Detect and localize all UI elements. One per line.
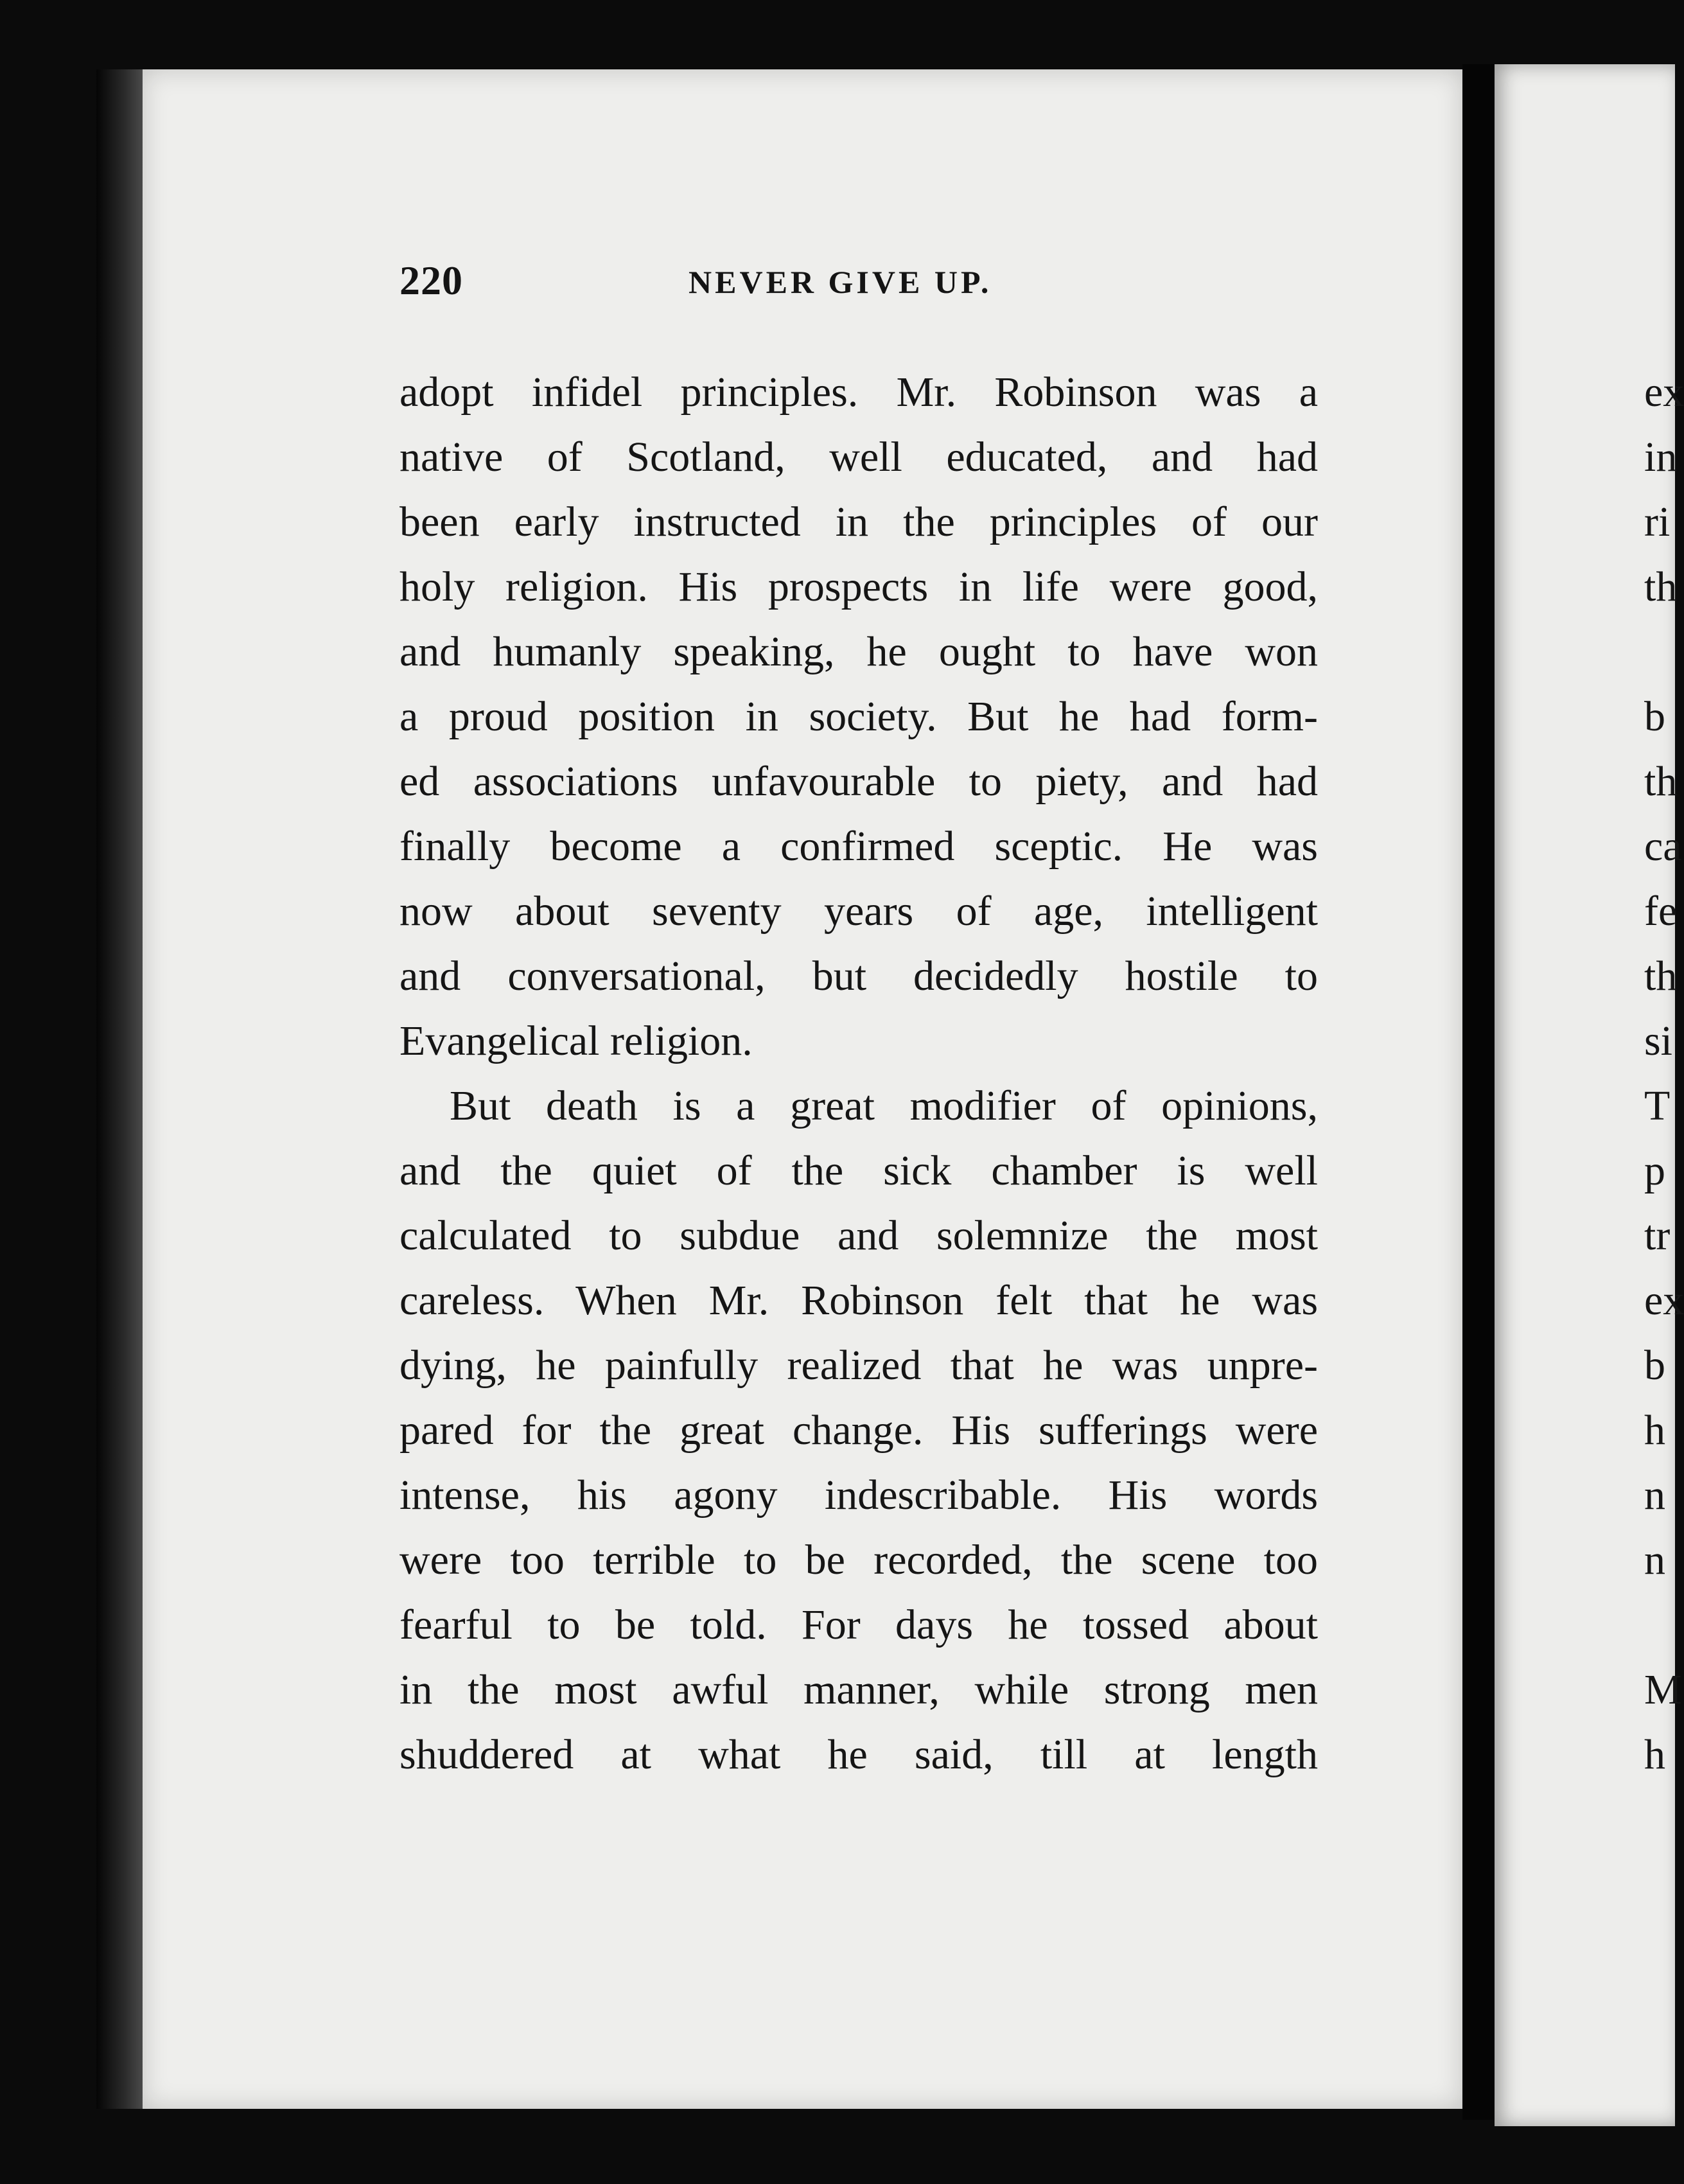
- text-line: were too terrible to be recorded, the scene too: [399, 1537, 1318, 1583]
- facing-fragment: th: [1644, 953, 1678, 1000]
- facing-fragment: th: [1644, 758, 1678, 805]
- facing-fragment: [1644, 619, 1675, 684]
- text-line: shuddered at what he said, till at length: [399, 1731, 1318, 1778]
- book-gutter: [1462, 64, 1495, 2120]
- running-head: [399, 257, 1556, 328]
- facing-fragment: [1644, 1592, 1675, 1657]
- facing-page-text-fragments: [1644, 360, 1684, 1787]
- facing-fragment: b: [1644, 1342, 1665, 1389]
- running-title: NEVER GIVE UP.: [689, 264, 992, 300]
- text-line: calculated to subdue and solemnize the most: [399, 1212, 1318, 1259]
- facing-fragment: T: [1644, 1082, 1671, 1129]
- facing-fragment: in: [1644, 434, 1678, 480]
- facing-fragment: si: [1644, 1017, 1673, 1064]
- text-line: in the most awful manner, while strong men: [399, 1666, 1318, 1713]
- facing-fragment: h: [1644, 1731, 1665, 1778]
- facing-fragment: ca: [1644, 823, 1682, 870]
- text-line: pared for the great change. His sufferings were: [399, 1407, 1318, 1454]
- text-line: adopt infidel principles. Mr. Robinson was a: [399, 369, 1318, 416]
- text-line: careless. When Mr. Robinson felt that he was: [399, 1277, 1318, 1324]
- text-line: holy religion. His prospects in life were good,: [399, 563, 1318, 610]
- facing-fragment: n: [1644, 1537, 1665, 1583]
- facing-fragment: ex: [1644, 369, 1684, 416]
- text-line: Evangelical religion.: [399, 1017, 753, 1064]
- facing-fragment: h: [1644, 1407, 1665, 1454]
- text-line: dying, he painfully realized that he was unpre-: [399, 1342, 1318, 1389]
- text-line: and humanly speaking, he ought to have won: [399, 628, 1318, 675]
- page-number: 220: [399, 258, 463, 303]
- facing-fragment: tr: [1644, 1212, 1671, 1259]
- text-line: and conversational, but decidedly hostile to: [399, 953, 1318, 1000]
- facing-fragment: p: [1644, 1147, 1665, 1194]
- facing-fragment: M: [1644, 1666, 1682, 1713]
- text-line: But death is a great modifier of opinions,: [450, 1082, 1318, 1129]
- text-line: a proud position in society. But he had form-: [399, 693, 1318, 740]
- text-line: native of Scotland, well educated, and had: [399, 434, 1318, 480]
- text-line: fearful to be told. For days he tossed about: [399, 1601, 1318, 1648]
- facing-fragment: ex: [1644, 1277, 1684, 1324]
- text-line: and the quiet of the sick chamber is well: [399, 1147, 1318, 1194]
- text-line: intense, his agony indescribable. His words: [399, 1472, 1318, 1519]
- text-line: ed associations unfavourable to piety, and had: [399, 758, 1318, 805]
- text-line: finally become a confirmed sceptic. He was: [399, 823, 1318, 870]
- text-line: been early instructed in the principles of our: [399, 498, 1318, 545]
- facing-fragment: b: [1644, 693, 1665, 740]
- facing-fragment: n: [1644, 1472, 1665, 1519]
- body-text: [399, 360, 1318, 1787]
- facing-fragment: fe: [1644, 888, 1678, 935]
- page-edge-shadow: [96, 69, 143, 2109]
- text-line: now about seventy years of age, intelligent: [399, 888, 1318, 935]
- facing-fragment: ri: [1644, 498, 1671, 545]
- facing-fragment: th: [1644, 563, 1678, 610]
